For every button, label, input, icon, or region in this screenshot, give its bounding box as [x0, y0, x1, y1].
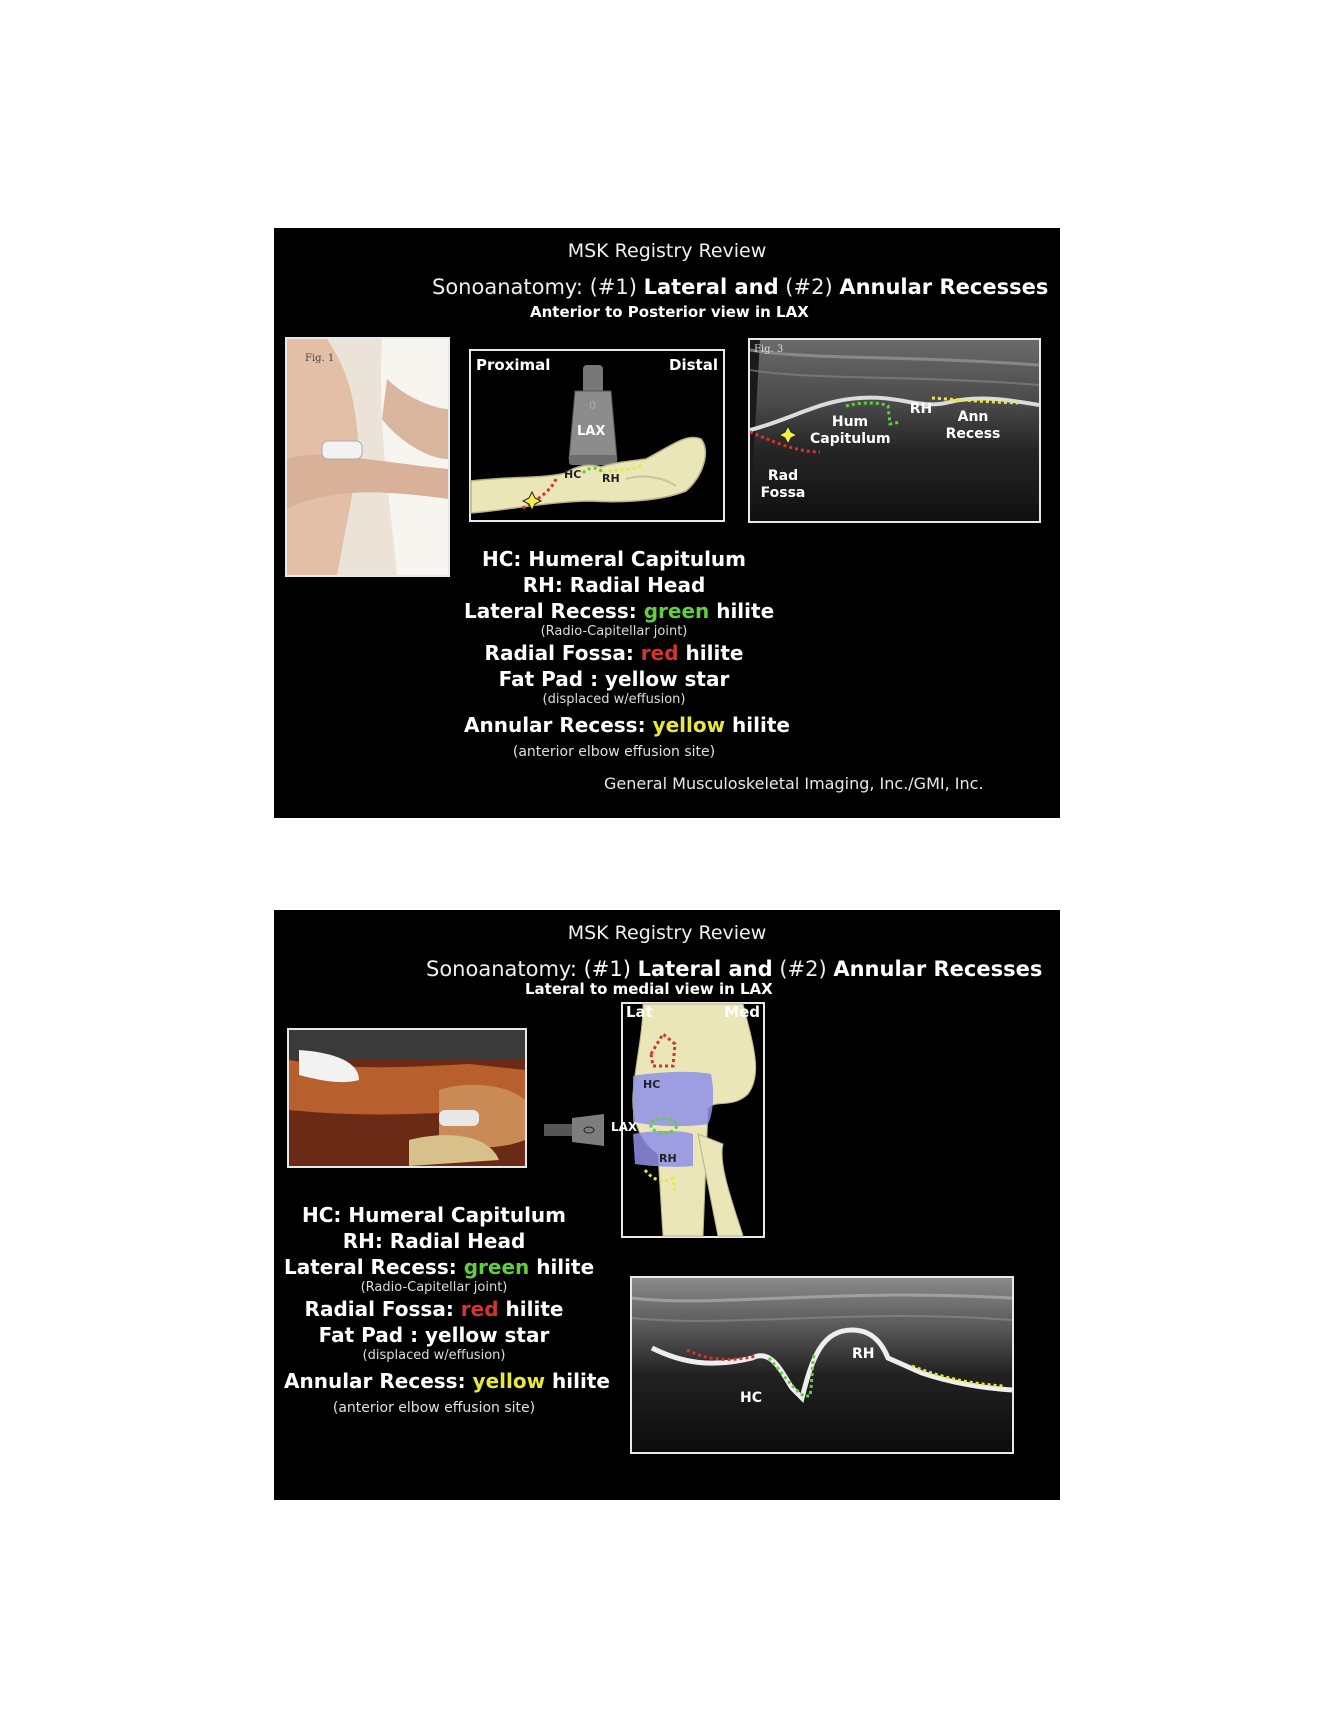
elbow-lateral-bones: [623, 1004, 763, 1236]
fig3-ultrasound: [748, 338, 1041, 523]
lr-color: green: [643, 599, 710, 623]
rf-hilite: hilite: [678, 641, 744, 665]
lax-label: LAX: [577, 424, 606, 439]
slide-title: [432, 275, 1048, 299]
legend-displaced: (displaced w/effusion): [542, 692, 686, 707]
hc-label: HC: [564, 468, 582, 481]
ultrasound-image-2: [632, 1278, 1012, 1452]
legend-radio-capitellar: (Radio-Capitellar joint): [360, 1280, 508, 1295]
legend-effusion-site: (anterior elbow effusion site): [332, 1400, 536, 1416]
distal-label: Distal: [669, 356, 718, 374]
lr-color: green: [463, 1255, 530, 1279]
scan-photo-2: [287, 1028, 527, 1168]
hc-label: HC: [643, 1078, 661, 1091]
rf-color: red: [640, 641, 679, 665]
lr-text: Lateral Recess:: [284, 1255, 464, 1279]
slide-title: [426, 957, 1042, 981]
us-rad-fossa-label: [758, 468, 808, 502]
med-label: Med: [724, 1003, 760, 1021]
probe-icon: [544, 1110, 604, 1150]
arm-lateral-photo: [289, 1030, 525, 1166]
ar-color: yellow: [652, 713, 726, 737]
title-mid: (#2): [772, 957, 834, 981]
hum-text: Hum: [831, 414, 869, 430]
title-colon: : (#1): [569, 957, 638, 981]
us-hum-capitulum-label: [810, 414, 890, 448]
rf-color: red: [460, 1297, 499, 1321]
rf-text: Radial Fossa:: [484, 641, 641, 665]
rf-hilite: hilite: [498, 1297, 564, 1321]
elbow-diagram: [469, 349, 725, 522]
legend-lateral-recess: [284, 1254, 595, 1280]
legend-annular-recess: [464, 712, 790, 738]
recess-text: Recess: [945, 426, 1001, 442]
lr-hilite: hilite: [709, 599, 775, 623]
legend-radio-capitellar: (Radio-Capitellar joint): [540, 624, 688, 639]
lr-text: Lateral Recess:: [464, 599, 644, 623]
legend-radial-fossa: [464, 640, 764, 666]
fig1-label: Fig. 1: [305, 353, 335, 364]
rad-text: Rad: [767, 468, 799, 484]
slide-lateral-recess-anterior: [274, 228, 1060, 818]
ultrasound-2: [630, 1276, 1014, 1454]
fig1-photo: [285, 337, 450, 577]
rf-text: Radial Fossa:: [304, 1297, 461, 1321]
legend-fat-pad: Fat Pad : yellow star: [318, 1323, 550, 1347]
lat-label: Lat: [626, 1003, 653, 1021]
fossa-text: Fossa: [760, 485, 806, 501]
ar-hilite: hilite: [545, 1369, 610, 1393]
lax-label: LAX: [611, 1120, 638, 1134]
arm-scan-photo: [287, 339, 448, 575]
title-bold-2: Annular Recesses: [839, 275, 1049, 299]
probe-mark: 0: [589, 399, 596, 412]
title-bold-2: Annular Recesses: [833, 957, 1043, 981]
lr-hilite: hilite: [529, 1255, 595, 1279]
title-prefix: Sonoanatomy: [426, 957, 570, 981]
rh-label: RH: [659, 1152, 677, 1165]
ar-hilite: hilite: [725, 713, 790, 737]
legend-displaced: (displaced w/effusion): [362, 1348, 506, 1363]
slide-subtitle: Lateral to medial view in LAX: [525, 980, 773, 998]
slide-header: MSK Registry Review: [567, 240, 767, 262]
rh-label: RH: [602, 472, 620, 485]
us2-hc-label: HC: [740, 1390, 762, 1406]
proximal-label: Proximal: [476, 356, 551, 374]
legend-lateral-recess: [464, 598, 775, 624]
legend-block: [284, 1202, 610, 1416]
slide-lateral-recess-lateral: [274, 910, 1060, 1500]
legend-effusion-site: (anterior elbow effusion site): [512, 744, 716, 760]
us2-rh-label: RH: [852, 1346, 875, 1362]
title-bold-1: Lateral and: [643, 275, 779, 299]
legend-hc: HC: Humeral Capitulum: [301, 1203, 566, 1227]
slide-subtitle: Anterior to Posterior view in LAX: [530, 303, 809, 321]
title-prefix: Sonoanatomy: (#1): [432, 275, 644, 299]
credit-line: General Musculoskeletal Imaging, Inc./GMI, Inc.: [604, 774, 984, 793]
legend-annular-recess: [284, 1368, 610, 1394]
legend-block: [464, 546, 790, 760]
legend-rh: RH: Radial Head: [342, 1229, 526, 1253]
title-bold-1: Lateral and: [637, 957, 773, 981]
ar-color: yellow: [472, 1369, 546, 1393]
legend-radial-fossa: [284, 1296, 584, 1322]
ar-text: Annular Recess:: [284, 1369, 473, 1393]
us-rh-label: RH: [909, 401, 933, 417]
slide-header: MSK Registry Review: [567, 922, 767, 944]
ann-text: Ann: [957, 409, 989, 425]
us-ann-recess-label: [940, 409, 1006, 443]
legend-fat-pad: Fat Pad : yellow star: [498, 667, 730, 691]
elbow-lateral-diagram: [611, 1002, 765, 1238]
ar-text: Annular Recess:: [464, 713, 653, 737]
legend-rh: RH: Radial Head: [522, 573, 706, 597]
legend-hc: HC: Humeral Capitulum: [481, 547, 746, 571]
capitulum-text: Capitulum: [810, 431, 891, 447]
title-mid: (#2): [778, 275, 840, 299]
fig3-label: Fig. 3: [754, 344, 784, 355]
